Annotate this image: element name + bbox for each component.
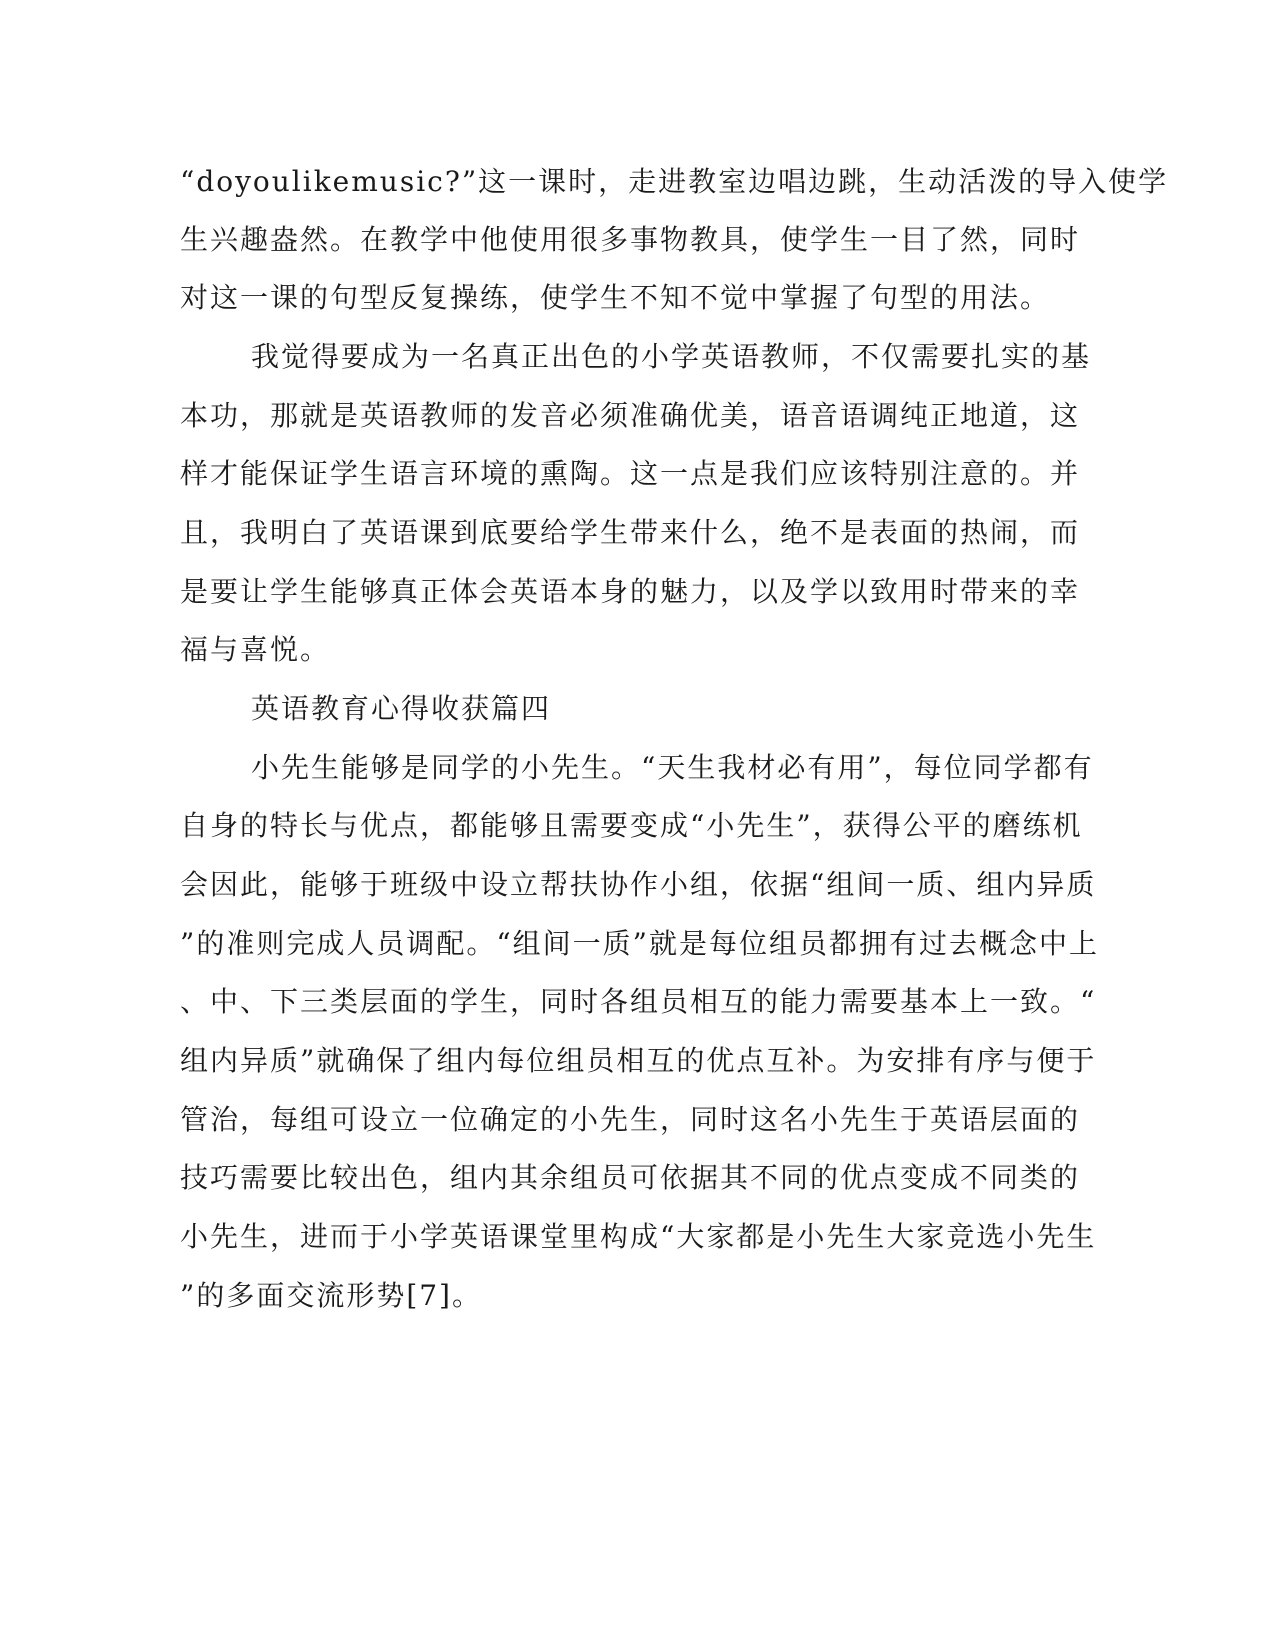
- text-line: 小先生能够是同学的小先生。“天生我材必有用”，每位同学都有: [251, 751, 1094, 784]
- text-line: ”的多面交流形势[7]。: [180, 1279, 482, 1312]
- text-line: 技巧需要比较出色，组内其余组员可依据其不同的优点变成不同类的: [180, 1161, 1081, 1194]
- text-line: 且，我明白了英语课到底要给学生带来什么，绝不是表面的热闹，而: [180, 516, 1081, 549]
- text-line: 对这一课的句型反复操练，使学生不知不觉中掌握了句型的用法。: [180, 281, 1051, 314]
- text-line: 我觉得要成为一名真正出色的小学英语教师，不仅需要扎实的基: [251, 340, 1092, 373]
- text-line: 福与喜悦。: [180, 633, 331, 666]
- text-line: 管治，每组可设立一位确定的小先生，同时这名小先生于英语层面的: [180, 1103, 1081, 1136]
- text-line: “doyoulikemusic?”这一课时，走进教室边唱边跳，生动活泼的导入使学: [180, 165, 1169, 198]
- text-line: 、中、下三类层面的学生，同时各组员相互的能力需要基本上一致。“: [180, 985, 1097, 1018]
- text-line: ”的准则完成人员调配。“组间一质”就是每位组员都拥有过去概念中上: [180, 927, 1099, 960]
- text-line: 自身的特长与优点，都能够且需要变成“小先生”，获得公平的磨练机: [180, 809, 1083, 842]
- text-line: 会因此，能够于班级中设立帮扶协作小组，依据“组间一质、组内异质: [180, 868, 1097, 901]
- text-line: 生兴趣盎然。在教学中他使用很多事物教具，使学生一目了然，同时: [180, 223, 1081, 256]
- text-line: 小先生，进而于小学英语课堂里构成“大家都是小先生大家竞选小先生: [180, 1220, 1097, 1253]
- text-line: 样才能保证学生语言环境的熏陶。这一点是我们应该特别注意的。并: [180, 457, 1081, 490]
- text-line: 组内异质”就确保了组内每位组员相互的优点互补。为安排有序与便于: [180, 1044, 1097, 1077]
- section-heading: 英语教育心得收获篇四: [251, 692, 552, 725]
- text-line: 是要让学生能够真正体会英语本身的魅力，以及学以致用时带来的幸: [180, 575, 1081, 608]
- text-line: 本功，那就是英语教师的发音必须准确优美，语音语调纯正地道，这: [180, 399, 1081, 432]
